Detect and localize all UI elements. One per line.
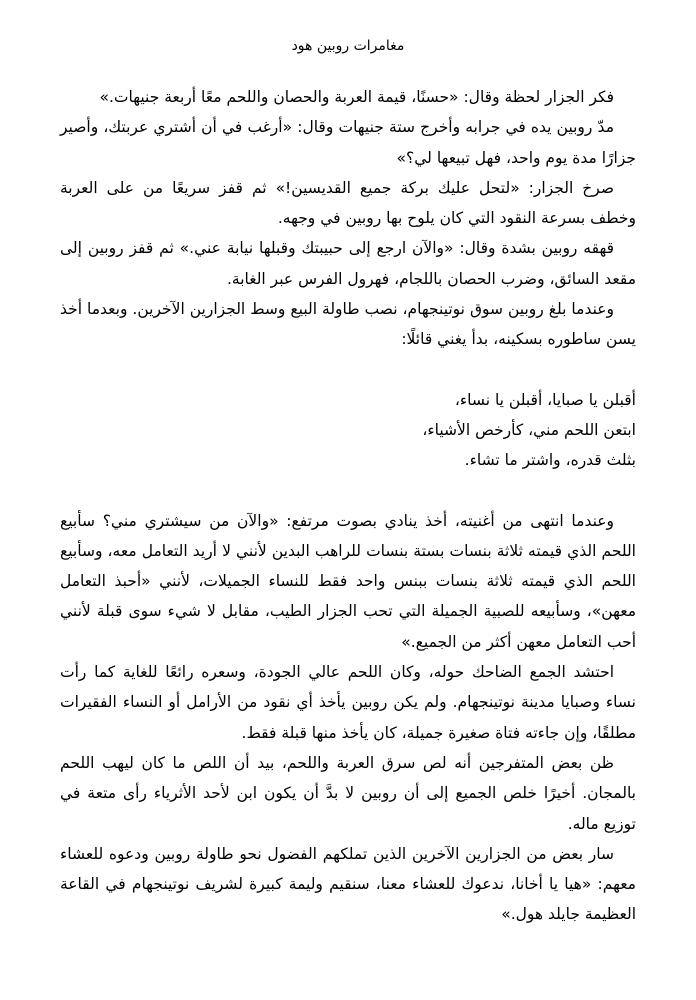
paragraph: صرخ الجزار: «لتحل عليك بركة جميع القديسين!» ثم قفز سريعًا من على العربة وخطف بسرعة النقود التي كان يلوح بها روبين في وجهه. [60, 178, 636, 228]
verse-line: أقبلن يا صبايا، أقبلن يا نساء، [454, 390, 636, 409]
stanza-spacer [60, 355, 636, 385]
paragraph: مدّ روبين يده في جرابه وأخرج ستة جنيهات وقال: «أرغب في أن أشتري عربتك، وأصير جزارًا مدة يوم واحد، فهل تبيعها لي؟» [60, 118, 636, 167]
verse-line: بثلث قدره، واشتر ما تشاء. [464, 451, 636, 470]
verse-line: ابتعن اللحم مني، كأرخص الأشياء، [422, 420, 636, 439]
running-header: مغامرات روبين هود [291, 38, 405, 54]
paragraph: سار بعض من الجزارين الآخرين الذين تملكهم الفضول نحو طاولة روبين ودعوه للعشاء معهم: «هيا يا أخانا، ندعوك للعشاء معنا، سنقيم وليمة كبيرة لشريف نوتينجهام في القاعة العظيمة جايلد هول.» [60, 844, 636, 924]
paragraph: ظن بعض المتفرجين أنه لص سرق العربة واللحم، بيد أن اللص ما كان ليهب اللحم بالمجان. أخيرًا خلص الجميع إلى أن روبين لا بدَّ أن يكون ابن لأحد الأثرياء رأى متعة في توزيع ماله. [60, 753, 636, 833]
stanza-spacer [60, 476, 636, 506]
paragraph: قهقه روبين بشدة وقال: «والآن ارجع إلى حبيبتك وقبلها نيابة عني.» ثم قفز روبين إلى مقعد السائق، وضرب الحصان باللجام، فهرول الفرس عبر الغابة. [60, 239, 636, 288]
paragraph: فكر الجزار لحظة وقال: «حسنًا، قيمة العربة والحصان واللحم معًا أربعة جنيهات.» [99, 88, 614, 106]
book-page [60, 0, 636, 1000]
paragraph: احتشد الجمع الضاحك حوله، وكان اللحم عالي الجودة، وسعره رائعًا للغاية كما رأت نساء وصبايا مدينة نوتينجهام. ولم يكن روبين يأخذ أي نقود من الأرامل أو النساء الفقيرات مطلقًا، وإن جاءته فتاة صغيرة جميلة، كان يأخذ منها قبلة فقط. [60, 663, 636, 742]
page-body [60, 82, 636, 930]
paragraph: وعندما بلغ روبين سوق نوتينجهام، نصب طاولة البيع وسط الجزارين الآخرين. وبعدما أخذ يسن ساطوره بسكينه، بدأ يغني قائلًا: [60, 300, 636, 349]
paragraph: وعندما انتهى من أغنيته، أخذ ينادي بصوت مرتفع: «والآن من سيشتري مني؟ سأبيع اللحم الذي قيمته ثلاثة بنسات بستة بنسات للراهب البدين لأنني لا أريد التعامل معه، وسأبيع اللحم الذي قيمته ثلاثة بنسات ببنس واحد فقط للنساء الجميلات، لأنني «أحبذ التعامل معهن»، وسأبيعه للصبية الجميلة التي تحب الجزار الطيب، مقابل لا شيء سوى قبلة لأنني أحب التعامل معهن أكثر من الجميع.» [60, 511, 636, 651]
song-verse [60, 385, 636, 476]
